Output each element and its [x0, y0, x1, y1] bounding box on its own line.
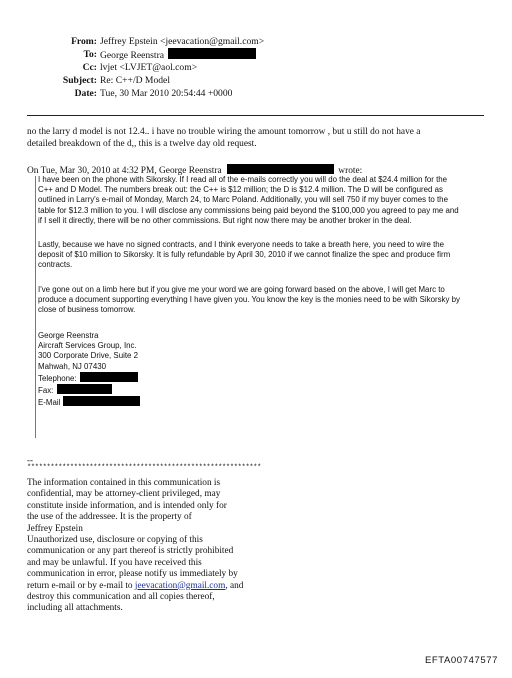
disclaimer-line: constitute inside information, and is intended only for — [27, 500, 227, 511]
subject-value: Re: C++/D Model — [100, 75, 170, 86]
disclaimer-line: Jeffrey Epstein — [27, 523, 83, 534]
quoted-line: I've gone out on a limb here but if you give me your word we are going forward based on the above, I will get Marc to — [38, 285, 445, 294]
signature-line: 300 Corporate Drive, Suite 2 — [38, 351, 139, 361]
quoted-line: table for $12.3 million to you. I will disclose any commissions being paid beyond the $100,000 you agreed to pay me and — [38, 205, 459, 215]
redaction-box — [227, 164, 334, 174]
date-label: Date: — [74, 88, 97, 99]
cc-label: Cc: — [82, 62, 97, 73]
star-separator: ************************************************************ — [27, 464, 262, 472]
signature-line: George Reenstra — [38, 331, 99, 340]
email-link[interactable]: jeevacation@gmail.com — [134, 580, 226, 591]
disclaimer-line: confidential, may be attorney-client privileged, may — [27, 489, 221, 500]
cc-value: lvjet <LVJET@aol.com> — [100, 62, 198, 73]
disclaimer-line: and may be unlawful. If you have received this — [27, 557, 202, 568]
disclaimer-line: destroy this communication and all copies thereof, — [27, 592, 215, 603]
disclaimer-line-with-link — [27, 581, 327, 592]
redaction-box — [57, 384, 112, 394]
fax-label: Fax: — [38, 386, 54, 396]
signature-line: Aircraft Services Group, Inc. — [38, 341, 137, 351]
telephone-label: Telephone: — [38, 373, 77, 383]
header-divider — [27, 115, 484, 116]
date-value: Tue, 30 Mar 2010 20:54:44 +0000 — [100, 88, 233, 99]
fax-row — [38, 384, 238, 396]
quoted-line: C++ and D Model. The numbers break out: the C++ is $12 million; the D is $12.4 million. The D will be configured as — [38, 185, 443, 195]
reply-line: detailed breakdown of the d,, this is a twelve day old request. — [27, 138, 257, 149]
disclaimer-line: communication or any part thereof is strictly prohibited — [27, 546, 234, 557]
reply-line: no the larry d model is not 12.4.. i have no trouble wiring the amount tomorrow , but u still do not have a — [27, 127, 421, 137]
quote-bar — [35, 176, 36, 438]
quoted-line: contracts. — [38, 260, 73, 270]
signature-line: Mahwah, NJ 07430 — [38, 361, 106, 371]
confidentiality-disclaimer — [27, 478, 327, 615]
signature-block — [38, 331, 238, 408]
reply-body — [27, 127, 497, 150]
quoted-line: produce a document supporting everything I have given you. You know the key is the monies need to be with Sikorsky by — [38, 295, 460, 305]
telephone-row — [38, 372, 238, 384]
to-value: George Reenstra — [100, 50, 165, 61]
quoted-line: Lastly, because we have no signed contracts, and I think everyone needs to take a breath here, you need to wire the — [38, 240, 445, 249]
quoted-paragraph-3 — [38, 285, 498, 316]
from-value: Jeffrey Epstein <jeevacation@gmail.com> — [100, 36, 265, 47]
subject-label: Subject: — [62, 75, 97, 86]
quote-intro-wrote: wrote: — [338, 166, 363, 176]
redaction-box — [63, 396, 140, 406]
quoted-line: close of business tomorrow. — [38, 305, 136, 315]
disclaimer-line: including all attachments. — [27, 603, 123, 614]
quoted-line: if I sell it directly, there will be no other commissions. But right now there may be another broker in the deal. — [38, 215, 412, 225]
redaction-box — [168, 48, 256, 59]
signature-dashes: -- — [27, 455, 33, 465]
quoted-paragraph-2 — [38, 240, 498, 271]
disclaimer-line: The information contained in this communication is — [27, 478, 221, 488]
quoted-line: outlined in Larry's e-mail of Monday, March 24, to Marc Poland. Additionally, you will sell 750 if my buyer comes to the — [38, 195, 448, 205]
disclaimer-text: return e-mail or by e-mail to — [27, 580, 135, 591]
document-id: EFTA00747577 — [424, 655, 498, 666]
from-label: From: — [71, 36, 97, 47]
disclaimer-text: , and — [225, 580, 244, 591]
quoted-line: deposit of $10 million to Sikorsky. It is fully refundable by April 30, 2010 if we cannot finalize the spec and produce firm — [38, 250, 451, 260]
email-row — [38, 396, 238, 408]
disclaimer-line: Unauthorized use, disclosure or copying of this — [27, 535, 203, 546]
disclaimer-line: the use of the addressee. It is the property of — [27, 512, 192, 523]
quoted-line: I have been on the phone with Sikorsky. If I read all of the e-mails correctly you will do the deal at $24.4 million for the — [38, 175, 448, 184]
quoted-paragraph-1 — [38, 175, 498, 226]
quote-intro-text: On Tue, Mar 30, 2010 at 4:32 PM, George Reenstra — [27, 166, 222, 176]
redaction-box — [80, 372, 138, 382]
to-label: To: — [83, 49, 97, 60]
disclaimer-line: communication in error, please notify us immediately by — [27, 569, 238, 580]
email-label: E-Mail — [38, 398, 61, 408]
